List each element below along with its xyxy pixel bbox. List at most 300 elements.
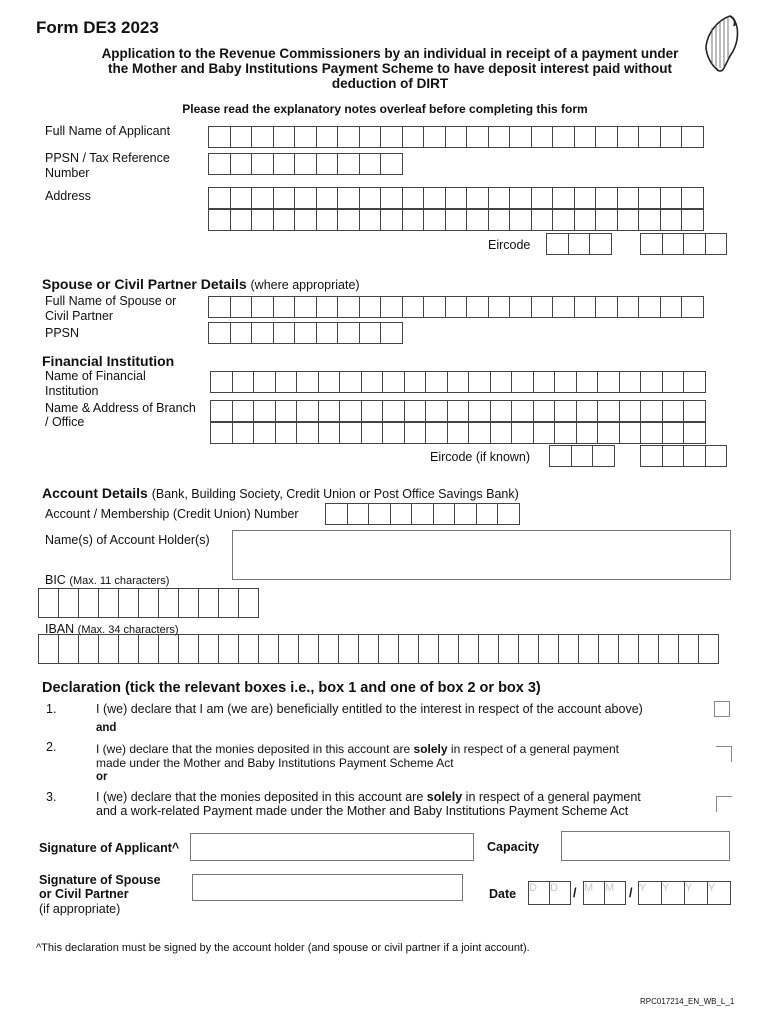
character-box[interactable] bbox=[251, 296, 274, 318]
character-box[interactable] bbox=[359, 153, 382, 175]
character-box[interactable] bbox=[294, 187, 317, 209]
fi-name-label-line2: Institution bbox=[45, 384, 99, 398]
character-box[interactable] bbox=[678, 634, 699, 664]
character-box[interactable] bbox=[253, 400, 276, 422]
character-box[interactable] bbox=[316, 126, 339, 148]
character-box[interactable] bbox=[554, 371, 577, 393]
character-box[interactable] bbox=[571, 445, 594, 467]
character-box[interactable] bbox=[433, 503, 456, 525]
character-box[interactable] bbox=[468, 371, 491, 393]
character-box[interactable] bbox=[294, 126, 317, 148]
character-box[interactable] bbox=[576, 371, 599, 393]
character-box[interactable] bbox=[638, 187, 661, 209]
character-box[interactable] bbox=[337, 126, 360, 148]
character-box[interactable] bbox=[595, 187, 618, 209]
character-box[interactable] bbox=[468, 400, 491, 422]
character-box[interactable] bbox=[275, 371, 298, 393]
character-box[interactable] bbox=[380, 322, 403, 344]
character-box[interactable]: D bbox=[549, 881, 571, 905]
character-box[interactable] bbox=[683, 400, 706, 422]
character-box[interactable] bbox=[158, 634, 179, 664]
character-box[interactable] bbox=[296, 400, 319, 422]
character-box[interactable] bbox=[554, 422, 577, 444]
character-box[interactable] bbox=[402, 296, 425, 318]
applicant-name-boxes[interactable] bbox=[208, 126, 704, 148]
character-box[interactable] bbox=[638, 209, 661, 231]
branch-boxes-row1[interactable] bbox=[210, 400, 706, 422]
character-box[interactable] bbox=[402, 126, 425, 148]
character-box[interactable] bbox=[445, 187, 468, 209]
character-box[interactable] bbox=[681, 187, 704, 209]
character-box[interactable] bbox=[698, 634, 719, 664]
character-box[interactable] bbox=[208, 296, 231, 318]
character-box[interactable] bbox=[558, 634, 579, 664]
character-box[interactable] bbox=[533, 400, 556, 422]
character-box[interactable] bbox=[273, 126, 296, 148]
date-year-boxes[interactable] bbox=[638, 881, 731, 905]
spouse-name-boxes[interactable] bbox=[208, 296, 704, 318]
decl-1-checkbox[interactable] bbox=[714, 701, 730, 717]
decl-1-text: I (we) declare that I am (we are) beneficially entitled to the interest in respect of the account above) bbox=[96, 702, 643, 716]
character-box[interactable] bbox=[230, 322, 253, 344]
character-box[interactable] bbox=[531, 187, 554, 209]
character-box[interactable] bbox=[589, 233, 612, 255]
character-box[interactable] bbox=[511, 400, 534, 422]
character-box[interactable] bbox=[418, 634, 439, 664]
decl-2-text-line1: I (we) declare that the monies deposited in this account are solely in respect of a general payment bbox=[96, 742, 620, 756]
character-box[interactable] bbox=[705, 445, 728, 467]
character-box[interactable]: M bbox=[604, 881, 626, 905]
character-box[interactable] bbox=[574, 187, 597, 209]
character-box[interactable] bbox=[208, 209, 231, 231]
character-box[interactable] bbox=[597, 371, 620, 393]
character-box[interactable] bbox=[488, 296, 511, 318]
character-box[interactable] bbox=[533, 371, 556, 393]
character-box[interactable] bbox=[423, 126, 446, 148]
character-box[interactable] bbox=[218, 588, 239, 618]
bic-label: BIC (Max. 11 characters) bbox=[45, 573, 170, 587]
character-box[interactable] bbox=[118, 634, 139, 664]
character-box[interactable] bbox=[411, 503, 434, 525]
character-box[interactable] bbox=[298, 634, 319, 664]
character-box[interactable] bbox=[398, 634, 419, 664]
character-box[interactable] bbox=[476, 503, 499, 525]
character-box[interactable] bbox=[447, 371, 470, 393]
character-box[interactable] bbox=[509, 209, 532, 231]
character-box[interactable] bbox=[640, 233, 663, 255]
spouse-signature-field[interactable] bbox=[192, 874, 463, 901]
character-box[interactable] bbox=[98, 588, 119, 618]
iban-label: IBAN (Max. 34 characters) bbox=[45, 622, 179, 636]
character-box[interactable] bbox=[619, 371, 642, 393]
character-box[interactable] bbox=[552, 126, 575, 148]
character-box[interactable] bbox=[552, 209, 575, 231]
character-box[interactable] bbox=[538, 634, 559, 664]
character-box[interactable] bbox=[662, 400, 685, 422]
character-box[interactable] bbox=[251, 153, 274, 175]
character-box[interactable] bbox=[98, 634, 119, 664]
character-box[interactable] bbox=[294, 153, 317, 175]
ppsn-label-line2: Number bbox=[45, 166, 90, 180]
character-box[interactable] bbox=[425, 422, 448, 444]
address-boxes-row1[interactable] bbox=[208, 187, 704, 209]
character-box[interactable] bbox=[592, 445, 615, 467]
character-box[interactable] bbox=[552, 296, 575, 318]
character-box[interactable] bbox=[232, 371, 255, 393]
character-box[interactable] bbox=[230, 126, 253, 148]
character-box[interactable] bbox=[294, 209, 317, 231]
character-box[interactable] bbox=[210, 371, 233, 393]
character-box[interactable] bbox=[78, 634, 99, 664]
character-box[interactable] bbox=[554, 400, 577, 422]
character-box[interactable] bbox=[359, 209, 382, 231]
character-box[interactable] bbox=[380, 126, 403, 148]
character-box[interactable] bbox=[378, 634, 399, 664]
character-box[interactable] bbox=[640, 400, 663, 422]
character-box[interactable] bbox=[273, 322, 296, 344]
date-day-boxes[interactable] bbox=[528, 881, 571, 905]
character-box[interactable] bbox=[458, 634, 479, 664]
character-box[interactable] bbox=[78, 588, 99, 618]
character-box[interactable] bbox=[683, 371, 706, 393]
eircode-boxes-b[interactable] bbox=[640, 233, 727, 255]
character-box[interactable] bbox=[638, 634, 659, 664]
character-box[interactable] bbox=[445, 126, 468, 148]
character-box[interactable] bbox=[509, 126, 532, 148]
character-box[interactable]: Y bbox=[684, 881, 708, 905]
character-box[interactable] bbox=[683, 445, 706, 467]
character-box[interactable] bbox=[230, 153, 253, 175]
character-box[interactable] bbox=[178, 634, 199, 664]
character-box[interactable] bbox=[552, 187, 575, 209]
character-box[interactable] bbox=[681, 296, 704, 318]
applicant-signature-label: Signature of Applicant^ bbox=[39, 841, 180, 855]
character-box[interactable] bbox=[253, 422, 276, 444]
character-box[interactable] bbox=[238, 634, 259, 664]
financial-heading: Financial Institution bbox=[42, 353, 175, 369]
character-box[interactable] bbox=[208, 322, 231, 344]
character-box[interactable] bbox=[273, 153, 296, 175]
character-box[interactable]: Y bbox=[638, 881, 662, 905]
character-box[interactable] bbox=[296, 371, 319, 393]
character-box[interactable] bbox=[273, 296, 296, 318]
character-box[interactable] bbox=[210, 400, 233, 422]
holders-field[interactable] bbox=[232, 530, 731, 580]
bic-boxes[interactable] bbox=[38, 588, 259, 618]
character-box[interactable] bbox=[316, 153, 339, 175]
character-box[interactable] bbox=[595, 209, 618, 231]
character-box[interactable] bbox=[640, 445, 663, 467]
character-box[interactable] bbox=[208, 153, 231, 175]
character-box[interactable] bbox=[337, 296, 360, 318]
character-box[interactable] bbox=[318, 422, 341, 444]
character-box[interactable] bbox=[359, 322, 382, 344]
character-box[interactable] bbox=[595, 126, 618, 148]
decl-2-number: 2. bbox=[46, 740, 57, 754]
decl-3-checkbox[interactable] bbox=[716, 796, 732, 812]
account-number-boxes[interactable] bbox=[325, 503, 520, 525]
character-box[interactable] bbox=[619, 422, 642, 444]
character-box[interactable] bbox=[337, 187, 360, 209]
character-box[interactable] bbox=[316, 296, 339, 318]
character-box[interactable] bbox=[296, 422, 319, 444]
character-box[interactable] bbox=[138, 588, 159, 618]
character-box[interactable] bbox=[382, 400, 405, 422]
character-box[interactable] bbox=[683, 422, 706, 444]
character-box[interactable] bbox=[325, 503, 348, 525]
character-box[interactable] bbox=[423, 296, 446, 318]
character-box[interactable] bbox=[404, 422, 427, 444]
character-box[interactable] bbox=[466, 126, 489, 148]
character-box[interactable] bbox=[447, 422, 470, 444]
character-box[interactable] bbox=[158, 588, 179, 618]
character-box[interactable] bbox=[318, 400, 341, 422]
character-box[interactable] bbox=[423, 187, 446, 209]
character-box[interactable] bbox=[576, 422, 599, 444]
character-box[interactable] bbox=[549, 445, 572, 467]
eircode-boxes-a[interactable] bbox=[546, 233, 612, 255]
character-box[interactable] bbox=[294, 296, 317, 318]
character-box[interactable] bbox=[531, 209, 554, 231]
character-box[interactable]: Y bbox=[661, 881, 685, 905]
character-box[interactable] bbox=[316, 209, 339, 231]
character-box[interactable] bbox=[359, 296, 382, 318]
character-box[interactable] bbox=[595, 296, 618, 318]
character-box[interactable] bbox=[478, 634, 499, 664]
character-box[interactable] bbox=[490, 422, 513, 444]
date-slash-1: / bbox=[573, 886, 577, 900]
character-box[interactable] bbox=[531, 296, 554, 318]
character-box[interactable] bbox=[338, 634, 359, 664]
character-box[interactable]: D bbox=[528, 881, 550, 905]
spouse-ppsn-boxes[interactable] bbox=[208, 322, 403, 344]
ppsn-boxes[interactable] bbox=[208, 153, 403, 175]
character-box[interactable] bbox=[210, 422, 233, 444]
character-box[interactable] bbox=[208, 126, 231, 148]
character-box[interactable] bbox=[497, 503, 520, 525]
character-box[interactable] bbox=[198, 588, 219, 618]
character-box[interactable] bbox=[380, 153, 403, 175]
character-box[interactable] bbox=[638, 296, 661, 318]
character-box[interactable] bbox=[619, 400, 642, 422]
character-box[interactable] bbox=[511, 371, 534, 393]
character-box[interactable] bbox=[662, 445, 685, 467]
character-box[interactable] bbox=[359, 126, 382, 148]
character-box[interactable] bbox=[511, 422, 534, 444]
character-box[interactable] bbox=[488, 209, 511, 231]
character-box[interactable] bbox=[337, 153, 360, 175]
iban-boxes[interactable] bbox=[38, 634, 719, 664]
decl-1-number: 1. bbox=[46, 702, 57, 716]
character-box[interactable] bbox=[662, 422, 685, 444]
character-box[interactable] bbox=[258, 634, 279, 664]
character-box[interactable] bbox=[404, 371, 427, 393]
character-box[interactable] bbox=[232, 422, 255, 444]
character-box[interactable] bbox=[380, 296, 403, 318]
character-box[interactable] bbox=[251, 209, 274, 231]
character-box[interactable] bbox=[438, 634, 459, 664]
character-box[interactable] bbox=[488, 187, 511, 209]
character-box[interactable] bbox=[597, 422, 620, 444]
character-box[interactable] bbox=[316, 187, 339, 209]
character-box[interactable] bbox=[318, 371, 341, 393]
character-box[interactable] bbox=[390, 503, 413, 525]
fi-eircode-boxes-b[interactable] bbox=[640, 445, 727, 467]
character-box[interactable] bbox=[490, 371, 513, 393]
date-month-boxes[interactable] bbox=[583, 881, 626, 905]
character-box[interactable] bbox=[218, 634, 239, 664]
character-box[interactable] bbox=[509, 296, 532, 318]
spouse-signature-label-line2: or Civil Partner bbox=[39, 887, 129, 901]
character-box[interactable] bbox=[380, 209, 403, 231]
character-box[interactable] bbox=[466, 209, 489, 231]
character-box[interactable] bbox=[138, 634, 159, 664]
branch-boxes-row2[interactable] bbox=[210, 422, 706, 444]
character-box[interactable] bbox=[531, 126, 554, 148]
character-box[interactable] bbox=[118, 588, 139, 618]
character-box[interactable] bbox=[445, 296, 468, 318]
character-box[interactable] bbox=[402, 187, 425, 209]
character-box[interactable] bbox=[318, 634, 339, 664]
character-box[interactable] bbox=[597, 400, 620, 422]
character-box[interactable] bbox=[339, 422, 362, 444]
date-label: Date bbox=[489, 887, 517, 901]
character-box[interactable] bbox=[278, 634, 299, 664]
character-box[interactable] bbox=[640, 371, 663, 393]
character-box[interactable] bbox=[640, 422, 663, 444]
character-box[interactable] bbox=[251, 322, 274, 344]
fi-name-boxes[interactable] bbox=[210, 371, 706, 393]
character-box[interactable] bbox=[598, 634, 619, 664]
character-box[interactable] bbox=[546, 233, 569, 255]
character-box[interactable] bbox=[681, 209, 704, 231]
fi-name-label-line1: Name of Financial bbox=[45, 369, 146, 383]
character-box[interactable] bbox=[273, 187, 296, 209]
character-box[interactable] bbox=[358, 634, 379, 664]
character-box[interactable] bbox=[454, 503, 477, 525]
character-box[interactable] bbox=[423, 209, 446, 231]
character-box[interactable] bbox=[617, 187, 640, 209]
character-box[interactable] bbox=[683, 233, 706, 255]
character-box[interactable] bbox=[425, 400, 448, 422]
character-box[interactable] bbox=[404, 400, 427, 422]
character-box[interactable] bbox=[681, 126, 704, 148]
character-box[interactable]: Y bbox=[707, 881, 731, 905]
character-box[interactable] bbox=[658, 634, 679, 664]
character-box[interactable] bbox=[38, 634, 59, 664]
character-box[interactable] bbox=[316, 322, 339, 344]
character-box[interactable] bbox=[359, 187, 382, 209]
character-box[interactable] bbox=[468, 422, 491, 444]
character-box[interactable] bbox=[638, 126, 661, 148]
character-box[interactable] bbox=[38, 588, 59, 618]
character-box[interactable] bbox=[445, 209, 468, 231]
character-box[interactable] bbox=[488, 126, 511, 148]
character-box[interactable] bbox=[617, 296, 640, 318]
character-box[interactable] bbox=[251, 187, 274, 209]
character-box[interactable] bbox=[660, 296, 683, 318]
character-box[interactable] bbox=[576, 400, 599, 422]
character-box[interactable] bbox=[230, 296, 253, 318]
character-box[interactable] bbox=[425, 371, 448, 393]
character-box[interactable] bbox=[337, 209, 360, 231]
character-box[interactable] bbox=[208, 187, 231, 209]
fi-eircode-boxes-a[interactable] bbox=[549, 445, 615, 467]
character-box[interactable] bbox=[58, 634, 79, 664]
address-boxes-row2[interactable] bbox=[208, 209, 704, 231]
decl-2-checkbox[interactable] bbox=[716, 746, 732, 762]
applicant-signature-field[interactable] bbox=[190, 833, 474, 861]
character-box[interactable] bbox=[574, 209, 597, 231]
character-box[interactable] bbox=[498, 634, 519, 664]
spouse-name-label-line1: Full Name of Spouse or bbox=[45, 294, 177, 308]
character-box[interactable] bbox=[490, 400, 513, 422]
character-box[interactable] bbox=[337, 322, 360, 344]
character-box[interactable] bbox=[574, 126, 597, 148]
character-box[interactable] bbox=[662, 233, 685, 255]
character-box[interactable] bbox=[380, 187, 403, 209]
character-box[interactable] bbox=[466, 296, 489, 318]
character-box[interactable] bbox=[361, 371, 384, 393]
character-box[interactable] bbox=[509, 187, 532, 209]
decl-3-text-line2: and a work-related Payment made under the Mother and Baby Institutions Payment Scheme Act bbox=[96, 804, 629, 818]
character-box[interactable] bbox=[574, 296, 597, 318]
character-box[interactable] bbox=[382, 422, 405, 444]
character-box[interactable]: M bbox=[583, 881, 605, 905]
character-box[interactable] bbox=[58, 588, 79, 618]
character-box[interactable] bbox=[251, 126, 274, 148]
character-box[interactable] bbox=[705, 233, 728, 255]
character-box[interactable] bbox=[402, 209, 425, 231]
character-box[interactable] bbox=[347, 503, 370, 525]
character-box[interactable] bbox=[662, 371, 685, 393]
character-box[interactable] bbox=[275, 400, 298, 422]
character-box[interactable] bbox=[253, 371, 276, 393]
character-box[interactable] bbox=[232, 400, 255, 422]
applicant-name-label: Full Name of Applicant bbox=[45, 124, 171, 138]
character-box[interactable] bbox=[518, 634, 539, 664]
character-box[interactable] bbox=[230, 187, 253, 209]
character-box[interactable] bbox=[275, 422, 298, 444]
character-box[interactable] bbox=[198, 634, 219, 664]
character-box[interactable] bbox=[230, 209, 253, 231]
character-box[interactable] bbox=[361, 422, 384, 444]
spouse-signature-label-line1: Signature of Spouse bbox=[39, 873, 161, 887]
character-box[interactable] bbox=[660, 209, 683, 231]
character-box[interactable] bbox=[660, 126, 683, 148]
character-box[interactable] bbox=[617, 209, 640, 231]
character-box[interactable] bbox=[382, 371, 405, 393]
character-box[interactable] bbox=[533, 422, 556, 444]
character-box[interactable] bbox=[618, 634, 639, 664]
character-box[interactable] bbox=[617, 126, 640, 148]
character-box[interactable] bbox=[660, 187, 683, 209]
character-box[interactable] bbox=[568, 233, 591, 255]
footer-note: ^This declaration must be signed by the account holder (and spouse or civil partner if a joint account). bbox=[36, 942, 530, 954]
character-box[interactable] bbox=[238, 588, 259, 618]
character-box[interactable] bbox=[339, 400, 362, 422]
character-box[interactable] bbox=[273, 209, 296, 231]
character-box[interactable] bbox=[339, 371, 362, 393]
character-box[interactable] bbox=[178, 588, 199, 618]
character-box[interactable] bbox=[294, 322, 317, 344]
capacity-field[interactable] bbox=[561, 831, 730, 861]
character-box[interactable] bbox=[466, 187, 489, 209]
character-box[interactable] bbox=[447, 400, 470, 422]
character-box[interactable] bbox=[578, 634, 599, 664]
character-box[interactable] bbox=[368, 503, 391, 525]
character-box[interactable] bbox=[361, 400, 384, 422]
